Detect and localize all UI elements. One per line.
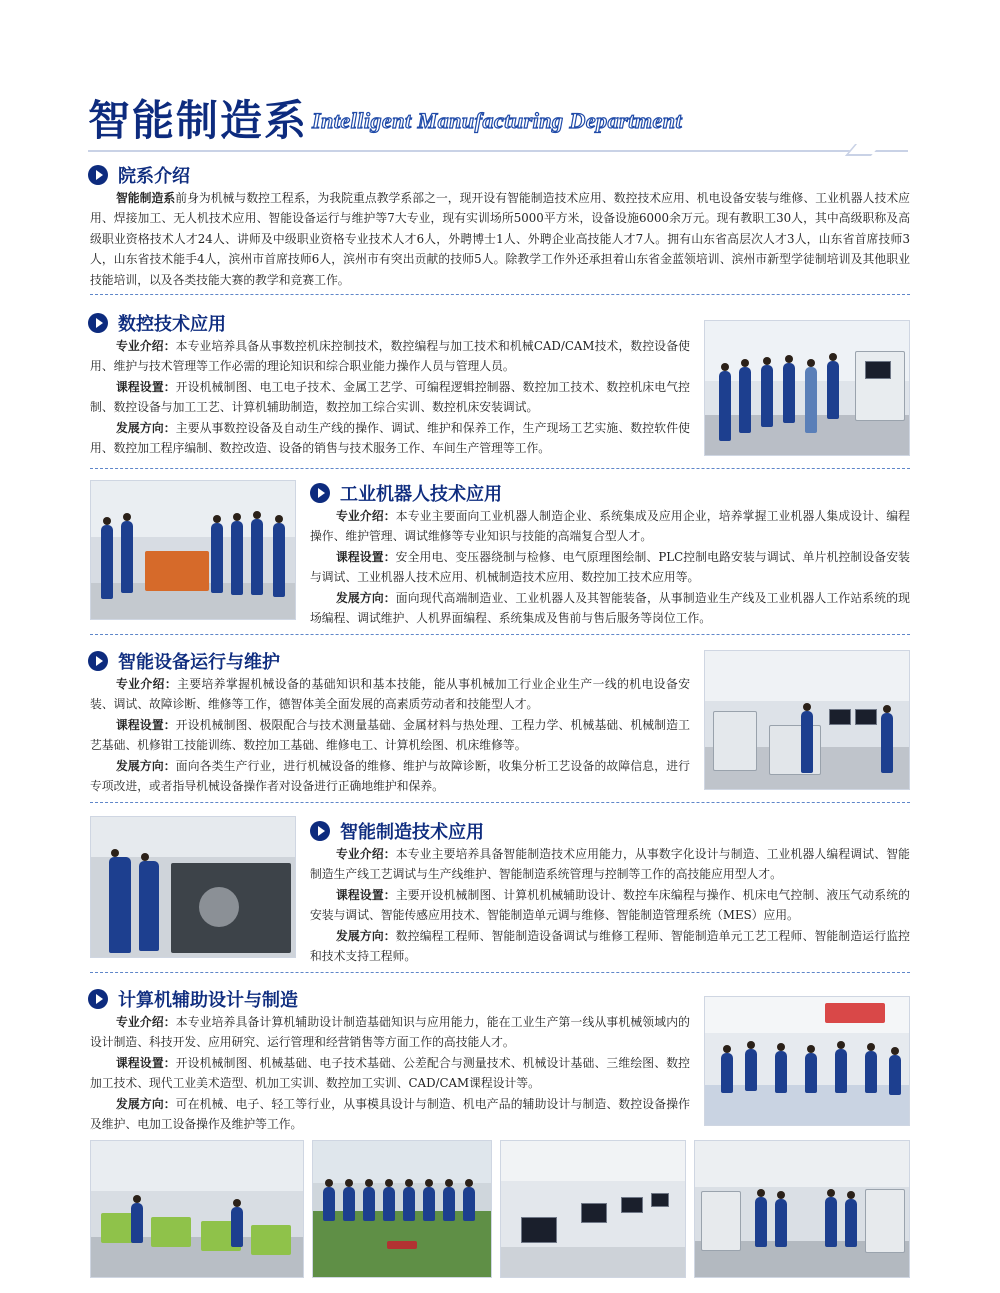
label-courses: 课程设置：: [115, 717, 176, 732]
label-career: 发展方向：: [335, 590, 396, 605]
major-intro: 本专业培养具备从事数控机床控制技术，数控编程与加工技术和机械CAD/CAM技术，数控设备使用、维护与技术管理等工作必需的理论知识和综合职业能力操作人员与管理人员。: [90, 339, 690, 374]
arrow-bullet-icon: [88, 165, 108, 185]
major-courses: 主要开设机械制图、计算机机械辅助设计、数控车床编程与操作、机床电气控制、液压气动系统的安装与调试、智能传感应用技术、智能制造单元调与维修、智能制造管理系统（MES）应用。: [310, 887, 910, 923]
section-divider: [90, 972, 910, 973]
section-title: 工业机器人技术应用: [340, 484, 502, 505]
major-intro: 本专业主要培养具备智能制造技术应用能力，从事数字化设计与制造、工业机器人编程调试、智能制造生产线工艺调试与生产线维护、智能制造系统管理与控制等工作的高技能应用型人才。: [310, 847, 910, 882]
major-courses: 开设机械制图、极限配合与技术测量基础、金属材料与热处理、工程力学、机械基础、机械制造工艺基础、机修钳工技能训练、数控加工基础、维修电工、计算机绘图、机床维修等。: [90, 717, 690, 753]
major-courses: 开设机械制图、机械基础、电子技术基础、公差配合与测量技术、机械设计基础、三维绘图、数控加工技术、现代工业美术造型、机加工实训、数控加工实训、CAD/CAM课程设计等。: [90, 1055, 690, 1091]
photo-robot-lab: [90, 480, 296, 620]
label-intro: 专业介绍：: [115, 1015, 176, 1029]
major-career: 可在机械、电子、轻工等行业，从事模具设计与制造、机电产品的辅助设计与制造、数控设备操作及维护、电加工设备操作及维护等工作。: [90, 1096, 690, 1132]
major-career: 面向现代高端制造业、工业机器人及其智能装备，从事制造业生产线及工业机器人工作站系统的现场编程、调试维护、人机界面编程、系统集成及售前与售后服务等岗位工作。: [310, 590, 910, 626]
intro-text: 前身为机械与数控工程系，为我院重点教学系部之一，现开设有智能制造技术应用、数控技术应用、机电设备安装与维修、工业机器人技术应用、焊接加工、无人机技术应用、智能设备运行与维护等7大专业，现有实训场所5000平方米，设备设施6000余万元。现有教职工30人，其中高级职称及高级职业资格技术人才24人、讲师及中级职业资格专业技术人才6人，外聘博士1人、外聘企业高技能人才7人。拥有山东省高层次人才3人，山东省首席技师3人，山东省技术能手4人，滨州市首席技师6人，滨州市有突出贡献的技师5人。除教学工作外还承担着山东省金蓝领培训、滨州市新型学徒制培训及其他职业技能培训，以及各类技能大赛的教学和竞赛工作。: [90, 191, 910, 287]
arrow-bullet-icon: [88, 989, 108, 1009]
title-underline: [88, 150, 908, 152]
major-courses: 安全用电、变压器绕制与检修、电气原理图绘制、PLC控制电路安装与调试、单片机控制设备安装与调试、工业机器人技术应用、机械制造技术应用、数控加工技术应用等。: [310, 549, 910, 585]
photo-smart-manufacturing: [90, 816, 296, 958]
major-intro: 本专业主要面向工业机器人制造企业、系统集成及应用企业，培养掌握工业机器人集成设计、编程操作、维护管理、调试维修等专业知识与技能的高端复合型人才。: [310, 509, 910, 544]
label-career: 发展方向：: [115, 1096, 176, 1111]
photo-maintenance-lab: [704, 650, 910, 790]
major-intro: 本专业培养具备计算机辅助设计制造基础知识与应用能力，能在工业生产第一线从事机械领域内的设计制造、科技开发、应用研究、运行管理和经营销售等方面工作的高技能人才。: [90, 1015, 690, 1050]
section-divider: [90, 802, 910, 803]
label-courses: 课程设置：: [335, 549, 396, 564]
major-career: 面向各类生产行业，进行机械设备的维修、维护与故障诊断，收集分析工艺设备的故障信息，进行专项改进，或者指导机械设备操作者对设备进行正确地维护和保养。: [90, 758, 690, 794]
major-career: 主要从事数控设备及自动生产线的操作、调试、维护和保养工作，生产现场工艺实施、数控软件使用、数控加工程序编制、数控改造、设备的销售与技术服务工作、车间生产管理等工作。: [90, 420, 690, 456]
section-divider: [90, 294, 910, 295]
section-heading-cad: [88, 986, 298, 1012]
label-career: 发展方向：: [115, 758, 176, 773]
section-title: 智能制造技术应用: [340, 822, 484, 843]
photo-drone-training: [312, 1140, 492, 1278]
label-intro: 专业介绍：: [115, 677, 178, 691]
photo-workshop-lathes: [90, 1140, 304, 1278]
intro-paragraph: [90, 188, 910, 290]
major-cad-text: [90, 1012, 690, 1134]
intro-lead: 智能制造系: [115, 191, 176, 205]
section-heading-cnc: [88, 310, 226, 336]
section-divider: [90, 468, 910, 469]
title-notch-decoration: [845, 144, 881, 156]
photo-cnc-lab: [704, 320, 910, 456]
section-heading-intro: [88, 162, 190, 188]
label-career: 发展方向：: [335, 928, 396, 943]
page-title-english: Intelligent Manufacturing Department: [312, 108, 683, 133]
section-title: 院系介绍: [118, 166, 190, 187]
label-courses: 课程设置：: [335, 887, 396, 902]
arrow-bullet-icon: [88, 313, 108, 333]
major-intro: 主要培养掌握机械设备的基础知识和基本技能，能从事机械加工行业企业生产一线的机电设备安装、调试、故障诊断、维修等工作，德智体美全面发展的高素质劳动者和技能型人才。: [90, 677, 690, 712]
arrow-bullet-icon: [310, 483, 330, 503]
photo-computer-lab: [500, 1140, 686, 1278]
page-header: [88, 88, 918, 158]
label-intro: 专业介绍：: [335, 509, 396, 523]
label-career: 发展方向：: [115, 420, 176, 435]
photo-machining-center: [694, 1140, 910, 1278]
photo-cad-classroom: [704, 996, 910, 1126]
section-heading-smart-manufacturing: [310, 818, 484, 844]
page-title: 智能制造系: [88, 96, 309, 145]
major-courses: 开设机械制图、电工电子技术、金属工艺学、可编程逻辑控制器、数控加工技术、数控机床电气控制、数控设备与加工工艺、计算机辅助制造，数控加工综合实训、数控机床安装调试。: [90, 379, 690, 415]
label-courses: 课程设置：: [115, 1055, 176, 1070]
arrow-bullet-icon: [88, 651, 108, 671]
label-intro: 专业介绍：: [115, 339, 176, 353]
major-cnc-text: [90, 336, 690, 458]
section-title: 计算机辅助设计与制造: [118, 990, 298, 1011]
major-robot-text: [310, 506, 910, 628]
section-divider: [90, 634, 910, 635]
label-intro: 专业介绍：: [335, 847, 396, 861]
major-maintenance-text: [90, 674, 690, 796]
major-career: 数控编程工程师、智能制造设备调试与维修工程师、智能制造单元工艺工程师、智能制造运行监控和技术支持工程师。: [310, 928, 910, 964]
section-title: 智能设备运行与维护: [118, 652, 280, 673]
major-smart-manufacturing-text: [310, 844, 910, 966]
section-heading-maintenance: [88, 648, 280, 674]
section-heading-robot: [310, 480, 502, 506]
arrow-bullet-icon: [310, 821, 330, 841]
section-title: 数控技术应用: [118, 314, 226, 335]
label-courses: 课程设置：: [115, 379, 176, 394]
